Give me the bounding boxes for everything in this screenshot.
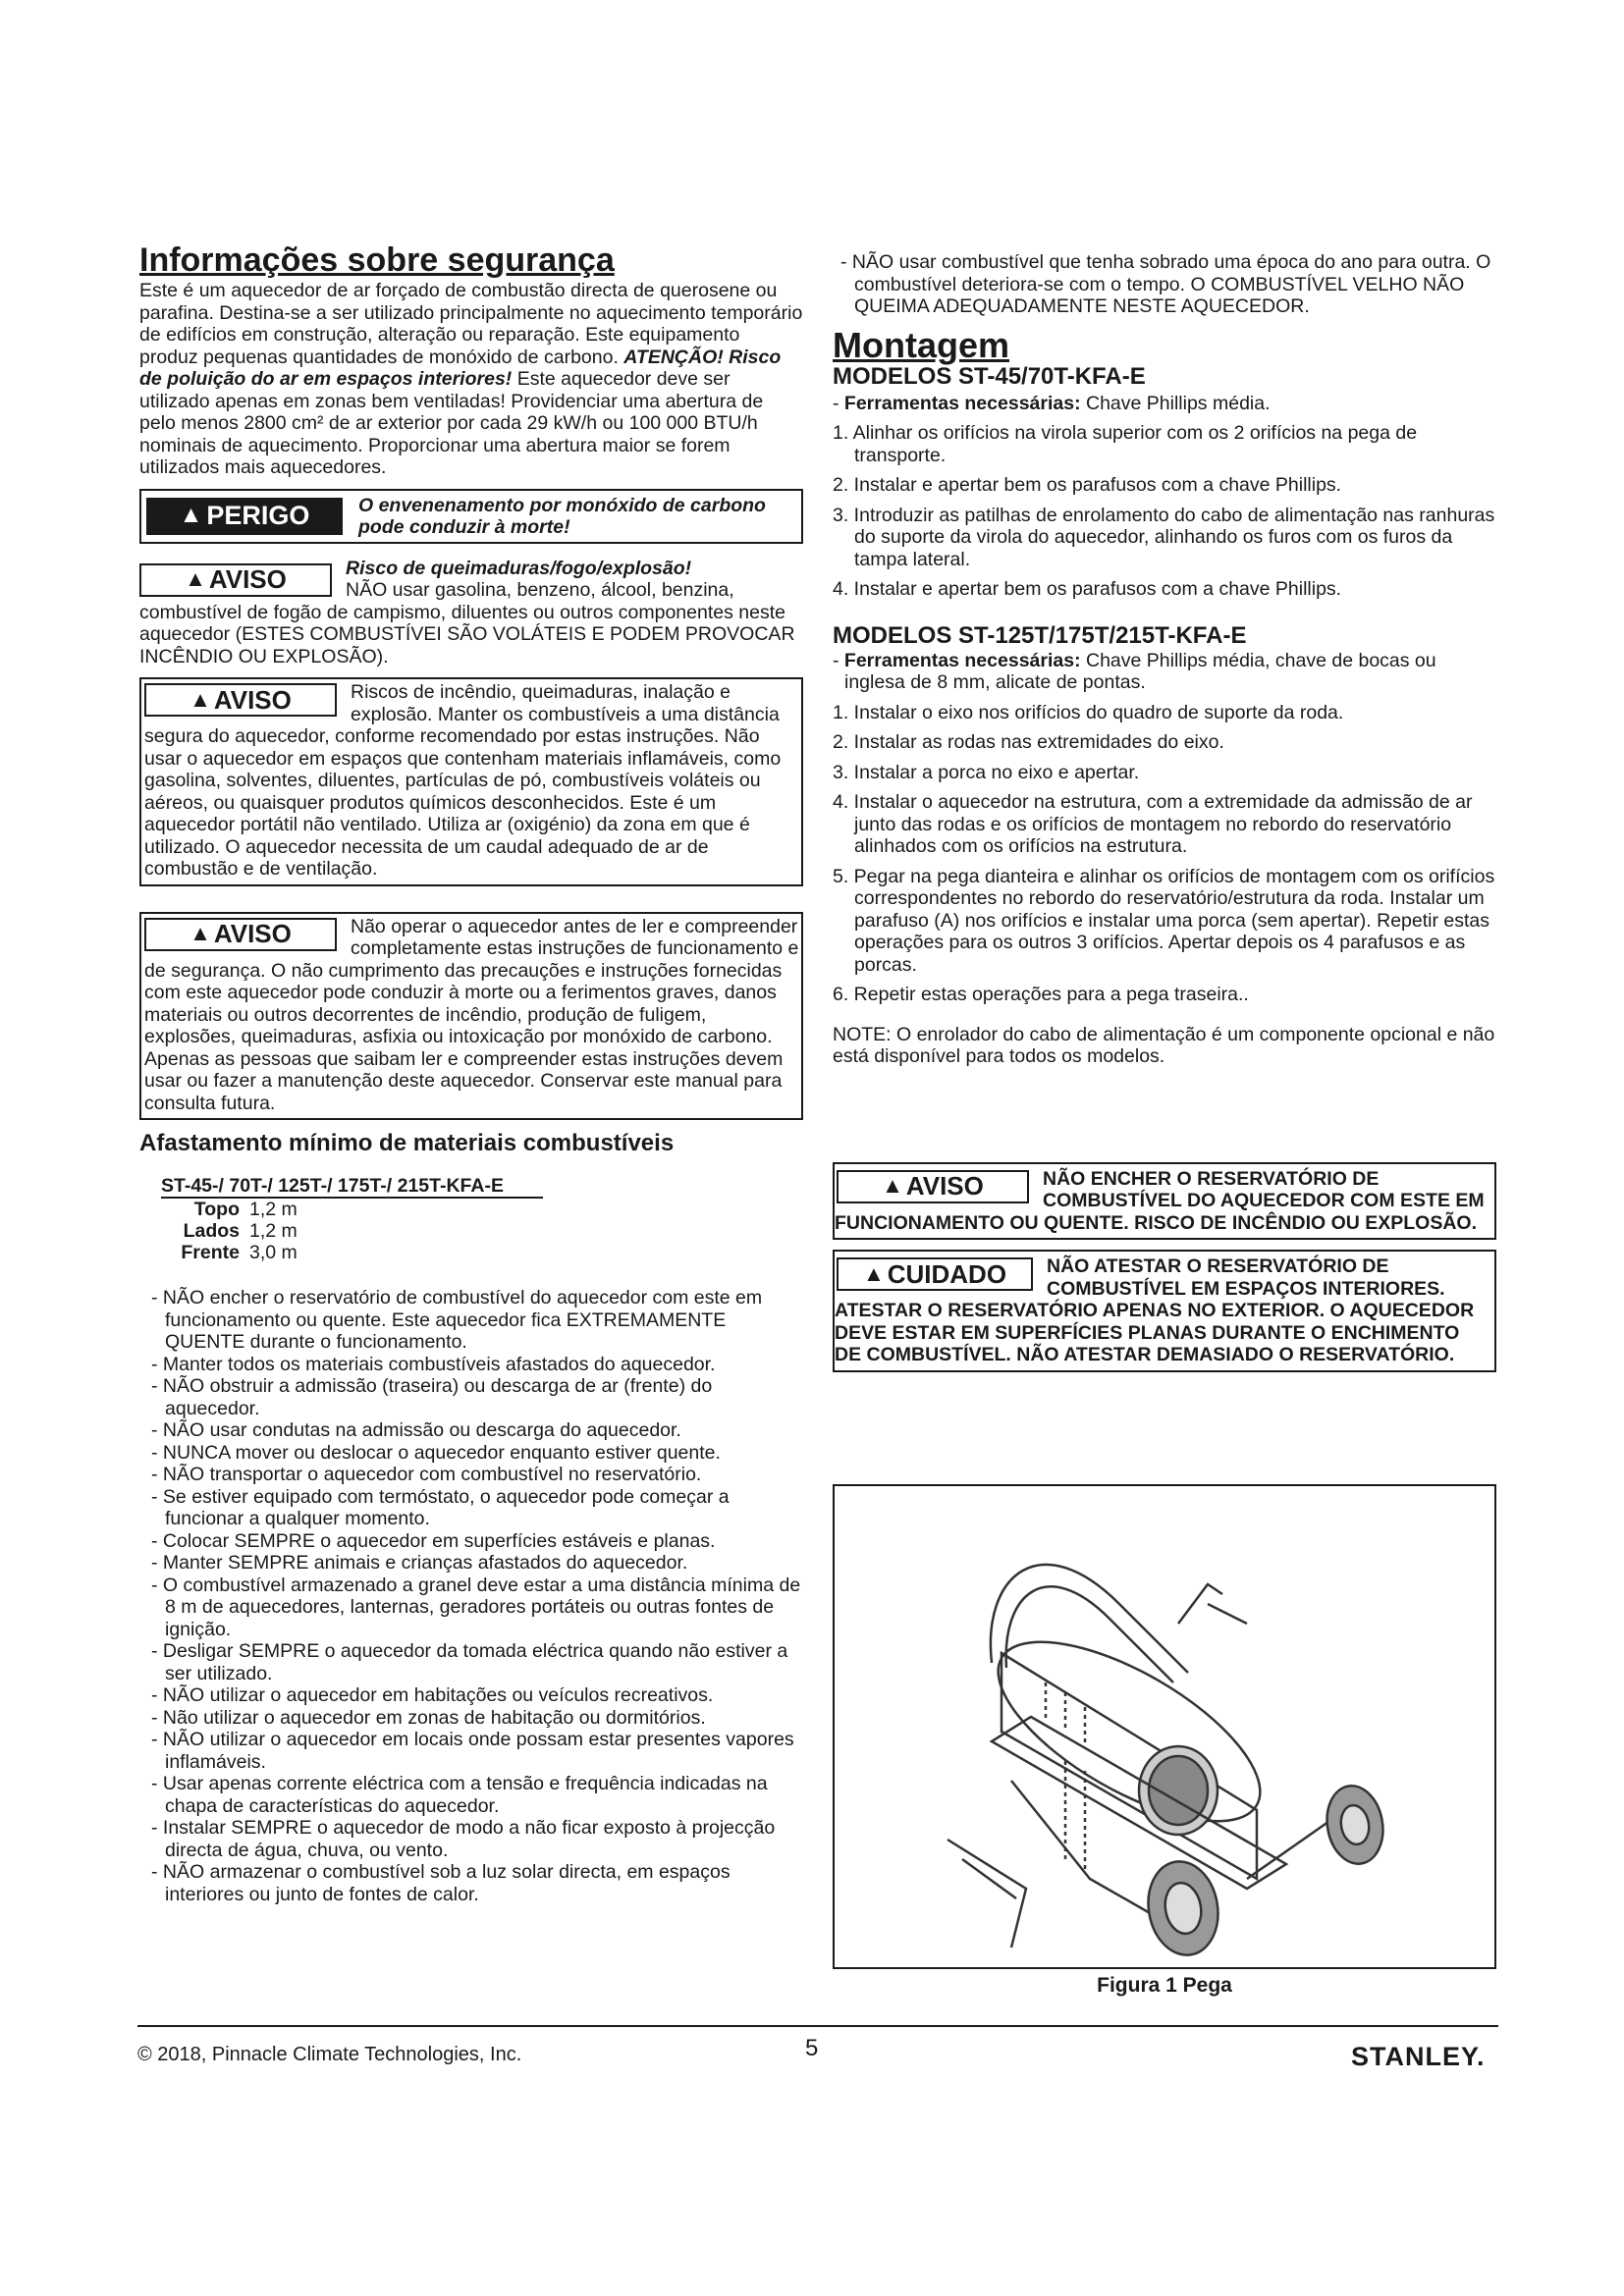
clearance-key: Frente (181, 1242, 240, 1263)
list-item: 3. Instalar a porca no eixo e apertar. (833, 761, 1140, 783)
aviso-box-right (833, 1162, 1496, 1241)
list-item: 1. Instalar o eixo nos orifícios do quadro de suporte da roda. (833, 701, 1344, 723)
right-column (833, 251, 1496, 1372)
list-item: - Se estiver equipado com termóstato, o aquecedor pode começar a funcionar a qualquer momento. (143, 1486, 803, 1530)
tools-line-2: - Ferramentas necessárias: Chave Phillips média, chave de bocas ou inglesa de 8 mm, alicate de pontas. (833, 649, 1436, 693)
clearance-value: 3,0 m (249, 1242, 298, 1263)
list-item: - Colocar SEMPRE o aquecedor em superfícies estáveis e planas. (143, 1530, 803, 1553)
warning-triangle-icon: ▲ (189, 921, 211, 946)
warning-triangle-icon: ▲ (179, 502, 203, 529)
warning-triangle-icon: ▲ (882, 1173, 903, 1199)
aviso-badge (837, 1170, 1029, 1203)
left-column (139, 242, 803, 1905)
heater-handle-assembly-illustration (835, 1486, 1494, 1967)
cuidado-text: NÃO ATESTAR O RESERVATÓRIO DE COMBUSTÍVEL EM ESPAÇOS INTERIORES. ATESTAR O RESERVATÓRIO APENAS NO EXTERIOR. O AQUECEDOR DEVE ESTAR EM SUPERFÍCIES PLANAS DURANTE O ENCHIMENTO DE COMBUSTÍVEL. NÃO ATESTAR DEMASIADO O RESERVATÓRIO. (835, 1255, 1475, 1365)
warning-triangle-icon: ▲ (185, 566, 206, 592)
note: NOTE: O enrolador do cabo de alimentação é um componente opcional e não está disponível para todos os modelos. (833, 1023, 1495, 1067)
clearance-key: Lados (183, 1220, 240, 1242)
list-item: - NÃO usar condutas na admissão ou descarga do aquecedor. (143, 1419, 803, 1442)
perigo-badge (146, 498, 343, 535)
list-item: 1. Alinhar os orifícios na virola superior com os 2 orifícios na pega de transporte. (833, 422, 1418, 466)
list-item: - NUNCA mover ou deslocar o aquecedor enquanto estiver quente. (143, 1442, 803, 1465)
steps-list-1 (833, 422, 1496, 601)
cuidado-label: CUIDADO (887, 1258, 1007, 1289)
clearance-title: Afastamento mínimo de materiais combustíveis (139, 1130, 675, 1156)
fuel-bullet (833, 251, 1496, 318)
list-item: 4. Instalar o aquecedor na estrutura, com a extremidade da admissão de ar junto das rodas e os orifícios de montagem no rebordo do reservatório alinhados com os orifícios na estrutura. (833, 791, 1473, 857)
clearance-table (161, 1175, 803, 1263)
safety-intro (139, 280, 803, 479)
perigo-label: PERIGO (206, 501, 310, 531)
list-item: - Não utilizar o aquecedor em zonas de habitação ou dormitórios. (143, 1707, 803, 1730)
aviso-box-2 (139, 677, 803, 886)
list-item: - Manter SEMPRE animais e crianças afastados do aquecedor. (143, 1552, 803, 1575)
steps-list-2 (833, 702, 1496, 1006)
aviso-badge (139, 563, 332, 597)
intro-warning: ATENÇÃO! Risco de poluição do ar em espaços interiores! (139, 346, 782, 390)
list-item: - NÃO usar combustível que tenha sobrado uma época do ano para outra. O combustível deteriora-se com o tempo. O COMBUSTÍVEL VELHO NÃO QUEIMA ADEQUADAMENTE NESTE AQUECEDOR. (833, 251, 1496, 318)
cuidado-box (833, 1250, 1496, 1372)
list-item: - NÃO obstruir a admissão (traseira) ou descarga de ar (frente) do aquecedor. (143, 1375, 803, 1419)
list-item: 4. Instalar e apertar bem os parafusos com a chave Phillips. (833, 578, 1342, 600)
list-item: - NÃO transportar o aquecedor com combustível no reservatório. (143, 1464, 803, 1486)
list-item: 2. Instalar as rodas nas extremidades do eixo. (833, 731, 1224, 753)
list-item: - Desligar SEMPRE o aquecedor da tomada eléctrica quando não estiver a ser utilizado. (143, 1640, 803, 1684)
list-item: 3. Introduzir as patilhas de enrolamento do cabo de alimentação nas ranhuras do suporte da virola do aquecedor, alinhando os furos com os furos da tampa lateral. (833, 504, 1495, 570)
footer-divider (137, 2025, 1498, 2027)
montagem-title: Montagem (833, 324, 1009, 365)
list-item: 2. Instalar e apertar bem os parafusos com a chave Phillips. (833, 474, 1342, 496)
list-item: - O combustível armazenado a granel deve estar a uma distância mínima de 8 m de aquecedores, lanternas, geradores portáteis ou outras fontes de ignição. (143, 1575, 803, 1641)
tools-label: Ferramentas necessárias: (843, 392, 1081, 414)
page-number: 5 (805, 2035, 819, 2061)
list-item: 6. Repetir estas operações para a pega traseira.. (833, 984, 1249, 1005)
clearance-value: 1,2 m (249, 1199, 298, 1220)
perigo-text: O envenenamento por monóxido de carbono pode conduzir à morte! (358, 494, 766, 538)
clearance-value: 1,2 m (249, 1220, 298, 1242)
aviso-box-3 (139, 912, 803, 1121)
aviso-label: AVISO (208, 564, 287, 595)
model-title-1: MODELOS ST-45/70T-KFA-E (833, 362, 1146, 390)
clearance-row (161, 1199, 803, 1220)
safety-title: Informações sobre segurança (139, 241, 615, 279)
warning-triangle-icon: ▲ (862, 1260, 885, 1286)
tools-label: Ferramentas necessárias: (843, 649, 1081, 671)
list-item: 5. Pegar na pega dianteira e alinhar os orifícios de montagem com os orifícios correspondentes no rebordo do reservatório/estrutura da roda. Instalar um parafuso (A) nos orifícios e instalar uma porca (sem apertar). Repetir estas operações para os outros 3 orifícios. Apertar depois os 4 parafusos e as porcas. (833, 865, 1495, 976)
safety-bullets (143, 1287, 803, 1905)
list-item: - NÃO utilizar o aquecedor em habitações ou veículos recreativos. (143, 1684, 803, 1707)
list-item: - NÃO armazenar o combustível sob a luz solar directa, em espaços interiores ou junto de fontes de calor. (143, 1861, 803, 1905)
aviso-badge (144, 918, 337, 951)
clearance-models: ST-45-/ 70T-/ 125T-/ 175T-/ 215T-KFA-E (161, 1175, 543, 1199)
list-item: - Usar apenas corrente eléctrica com a tensão e frequência indicadas na chapa de características do aquecedor. (143, 1773, 803, 1817)
warning-triangle-icon: ▲ (189, 686, 211, 712)
aviso-right-text: NÃO ENCHER O RESERVATÓRIO DE COMBUSTÍVEL DO AQUECEDOR COM ESTE EM FUNCIONAMENTO OU QUENTE. RISCO DE INCÊNDIO OU EXPLOSÃO. (835, 1167, 1485, 1234)
tools-line-1: - Ferramentas necessárias: Chave Phillips média. (833, 392, 1271, 414)
aviso-label: AVISO (905, 1171, 984, 1201)
clearance-row (161, 1242, 803, 1263)
aviso-box-1 (139, 558, 803, 668)
tools-text: Chave Phillips média, chave de bocas ou inglesa de 8 mm, alicate de pontas. (844, 649, 1436, 693)
list-item: - Manter todos os materiais combustíveis afastados do aquecedor. (143, 1354, 803, 1376)
copyright: © 2018, Pinnacle Climate Technologies, Inc. (137, 2044, 522, 2065)
list-item: - Instalar SEMPRE o aquecedor de modo a não ficar exposto à projecção directa de água, chuva, ou vento. (143, 1817, 803, 1861)
aviso-badge (144, 683, 337, 717)
intro-text-2: Este aquecedor deve ser utilizado apenas em zonas bem ventiladas! Providenciar uma abertura de pelo menos 2800 cm² de ar exterior por cada 29 kW/h ou 100 000 BTU/h nominais de aquecimento. Proporcionar uma abertura maior se forem utilizados mais aquecedores. (139, 368, 764, 478)
figure-caption: Figura 1 Pega (1097, 1974, 1232, 1997)
intro-text: Este é um aquecedor de ar forçado de combustão directa de querosene ou parafina. Destina-se a ser utilizado principalmente no aquecimento temporário de edifícios em construção, alteração ou reparação. Este equipamento produz pequenas quantidades de monóxido de carbono. (139, 280, 803, 368)
model-title-2: MODELOS ST-125T/175T/215T-KFA-E (833, 621, 1247, 649)
aviso-label: AVISO (213, 684, 292, 715)
list-item: - NÃO encher o reservatório de combustível do aquecedor com este em funcionamento ou quente. Este aquecedor fica EXTREMAMENTE QUENTE durante o funcionamento. (143, 1287, 803, 1354)
aviso-1-heading: Risco de queimaduras/fogo/explosão! (346, 557, 692, 579)
aviso-1-text: NÃO usar gasolina, benzeno, álcool, benzina, combustível de fogão de campismo, diluentes ou outros componentes neste aquecedor (ESTES COMBUSTÍVEI SÃO VOLÁTEIS E PODEM PROVOCAR INCÊNDIO OU EXPLOSÃO). (139, 579, 795, 667)
tools-text: Chave Phillips média. (1086, 392, 1271, 414)
list-item: - NÃO utilizar o aquecedor em locais onde possam estar presentes vapores inflamáveis. (143, 1729, 803, 1773)
brand-logo: STANLEY. (1351, 2042, 1486, 2071)
figure-box (833, 1484, 1496, 1969)
clearance-key: Topo (193, 1199, 240, 1220)
aviso-3-text: Não operar o aquecedor antes de ler e compreender completamente estas instruções de funcionamento e de segurança. O não cumprimento das precauções e instruções fornecidas com este aquecedor pode conduzir à morte ou a ferimentos graves, danos materiais ou outros decorrentes de incêndio, produção de fuligem, explosões, queimaduras, asfixia ou intoxicação por monóxido de carbono. Apenas as pessoas que saibam ler e compreender estas instruções devem usar ou fazer a manutenção deste aquecedor. Conservar este manual para consulta futura. (144, 915, 799, 1114)
aviso-2-text: Riscos de incêndio, queimaduras, inalação e explosão. Manter os combustíveis a uma distância segura do aquecedor, conforme recomendado por estas instruções. Não usar o aquecedor em espaços que contenham materiais inflamáveis, como gasolina, solventes, diluentes, partículas de pó, combustíveis voláteis ou aéreos, ou quaisquer produtos químicos desconhecidos. Este é um aquecedor portátil não ventilado. Utiliza ar (oxigénio) da zona em que é utilizado. O aquecedor necessita de um caudal adequado de ar de combustão e de ventilação. (144, 681, 782, 880)
aviso-label: AVISO (213, 919, 292, 949)
cuidado-badge (837, 1257, 1033, 1291)
clearance-row (161, 1220, 803, 1242)
perigo-box (139, 489, 803, 544)
